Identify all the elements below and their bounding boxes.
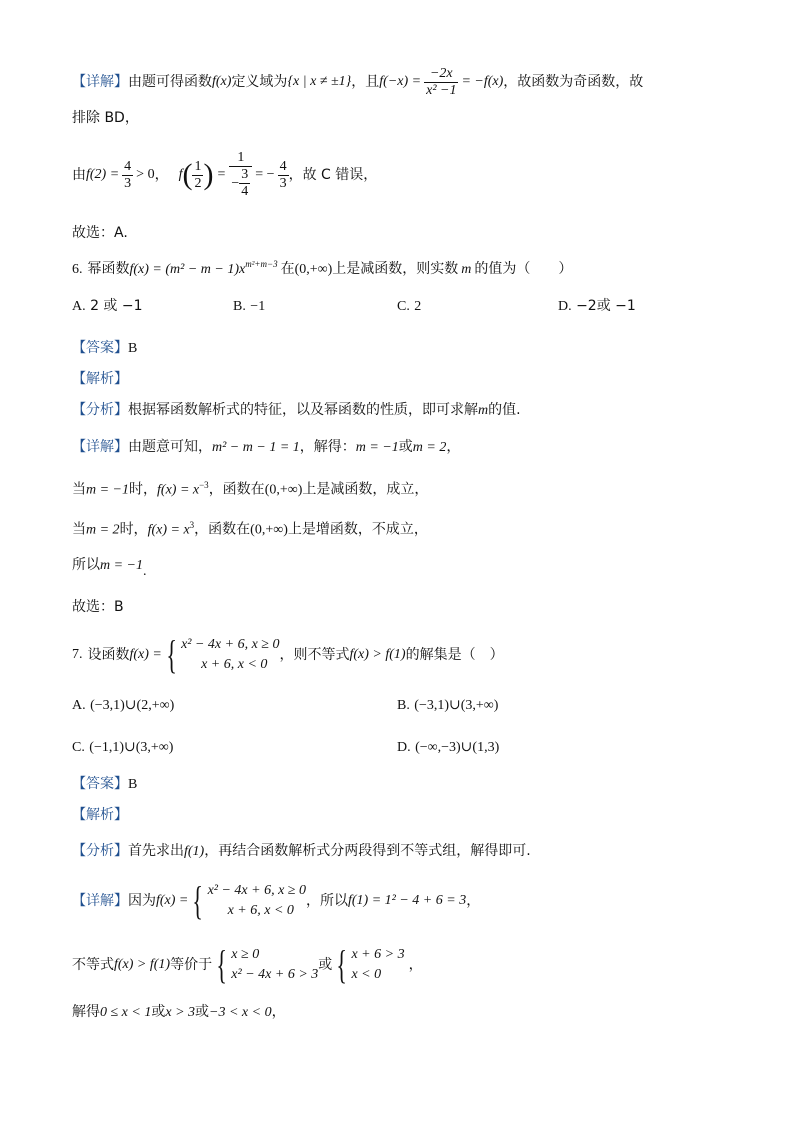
q5-res-num: 4	[279, 158, 287, 174]
condition: m = −1	[86, 482, 130, 498]
q5-f2-num: 4	[124, 158, 132, 174]
function: f(x) =	[129, 647, 162, 662]
option-label: C.	[72, 740, 85, 755]
text: 首先求出	[128, 843, 184, 859]
answer-tag: 【答案】	[72, 776, 128, 792]
q5-text-4: = −f(x)	[461, 74, 504, 89]
brace: {	[216, 942, 227, 987]
brace: {	[336, 942, 348, 987]
q5-fx: f(x)	[212, 74, 232, 89]
q6-expr: f(x) = (m² − m − 1)x	[129, 262, 246, 277]
q6-option-a	[72, 299, 143, 314]
option-label: C.	[397, 299, 410, 314]
q5-detail-line3	[72, 146, 377, 204]
text: ，则不等式	[279, 647, 350, 663]
option-text: 2	[414, 299, 422, 314]
q7-stem	[72, 632, 504, 678]
q5-l3-fhalf: f	[178, 167, 183, 182]
inequality: f(x) > f(1)	[114, 957, 171, 972]
q7-number: 7.	[72, 647, 83, 662]
q6-var: m	[461, 262, 472, 277]
q5-frac-den: x² −1	[426, 82, 457, 98]
q5-l3-end: ，故 C 错误，	[288, 167, 378, 183]
q5-fraction	[424, 67, 458, 98]
q7-detail-1	[72, 878, 480, 924]
q6-choice: 故选：B	[72, 599, 124, 615]
text: ，函数在	[208, 481, 265, 498]
solution-2: m = 2	[412, 440, 447, 455]
text: ，	[466, 893, 481, 909]
q6-detail-4	[72, 557, 147, 579]
q6-option-b	[233, 299, 265, 314]
q5-inner-num: 3	[241, 167, 249, 182]
q7-analysis-tag: 【解析】	[72, 807, 128, 823]
q6-interval: (0,+∞)	[294, 262, 333, 277]
option-label: B.	[233, 299, 246, 314]
option-label: A.	[72, 698, 86, 713]
q5-inner-den: 4	[241, 184, 249, 199]
q5-detail-line2: 排除 BD，	[72, 110, 139, 126]
q5-text-5: ，故函数为奇函数，故	[503, 74, 644, 90]
text: 上是减函数，成立，	[302, 481, 429, 498]
option-label: D.	[558, 299, 572, 314]
text: 上是增函数，不成立，	[287, 521, 428, 538]
option-text: (−3,1)∪(2,+∞)	[90, 698, 175, 713]
exponent: 3	[189, 520, 195, 530]
calculation: f(1) = 1² − 4 + 6 = 3	[348, 893, 467, 908]
option-text: (−∞,−3)∪(1,3)	[415, 740, 500, 755]
paren-left: (	[182, 158, 193, 191]
answer-value: B	[128, 341, 138, 356]
q6-detail-3	[72, 521, 428, 538]
q7-detail-2	[72, 942, 423, 988]
fenxi-var: m	[478, 403, 489, 418]
option-text: (−1,1)∪(3,+∞)	[89, 740, 174, 755]
text: 当	[72, 521, 86, 538]
q6-text-a: 幂函数	[87, 261, 130, 277]
q5-l3-gt: > 0	[136, 167, 155, 182]
text: 时，	[129, 481, 158, 498]
brace: {	[166, 632, 177, 677]
text: ，所以	[306, 893, 348, 909]
text: 或	[398, 439, 413, 455]
f1: f(1)	[184, 844, 205, 859]
cond-1: x + 6 > 3	[351, 947, 405, 962]
q5-l3-eq: =	[217, 167, 226, 182]
q5-l3-a: 由	[72, 167, 86, 183]
piece-1: x² − 4x + 6, x ≥ 0	[181, 637, 280, 652]
q7-answer	[72, 777, 137, 792]
interval: (0,+∞)	[264, 482, 303, 498]
range-3: −3 < x < 0	[209, 1005, 272, 1020]
option-text: 2 或 −1	[90, 298, 143, 314]
text: 等价于	[170, 957, 213, 973]
text: 或	[195, 1004, 210, 1020]
function: f(x) = x	[147, 522, 190, 538]
text: 的解集是（ ）	[405, 647, 504, 663]
fenxi-tag: 【分析】	[72, 402, 128, 418]
text: 因为	[128, 893, 156, 909]
detail-tag: 【详解】	[72, 439, 128, 455]
q5-fnegx: f(−x) =	[379, 74, 422, 89]
condition: m = 2	[86, 522, 120, 538]
piecewise	[181, 635, 279, 675]
q6-number: 6.	[72, 262, 83, 277]
q5-big-den	[229, 167, 252, 199]
text: 所以	[72, 557, 100, 573]
q5-l3-f2: f(2) =	[86, 167, 120, 182]
q6-text-c: 上是减函数，则实数	[332, 261, 459, 277]
q7-option-a	[72, 698, 174, 713]
function: f(x) =	[156, 893, 189, 908]
text: ，函数在	[194, 521, 251, 538]
q5-l3-comma: ，	[154, 167, 169, 183]
q5-text-3: ，且	[351, 74, 380, 90]
q5-frac-num: −2x	[424, 67, 458, 83]
q6-text-d: 的值为（ ）	[474, 261, 573, 277]
text: 不等式	[72, 957, 114, 973]
text: 时，	[119, 521, 148, 538]
piece-2: x + 6, x < 0	[201, 657, 268, 672]
q5-res-den: 3	[279, 175, 287, 191]
q5-half-num: 1	[194, 158, 202, 174]
brace: {	[192, 878, 204, 923]
q7-fenxi	[72, 844, 531, 859]
q5-big-den-sign: −	[231, 175, 240, 191]
q5-domain: {x | x ≠ ±1}	[287, 74, 352, 89]
q5-half-den: 2	[194, 175, 202, 191]
system-2	[351, 945, 404, 985]
q6-analysis-tag: 【解析】	[72, 371, 128, 387]
q5-half-fraction	[192, 160, 203, 191]
text: ，	[271, 1004, 286, 1020]
cond-2: x² − 4x + 6 > 3	[231, 967, 319, 982]
q6-exponent: m²+m−3	[245, 259, 278, 269]
equation: m² − m − 1 = 1	[212, 440, 300, 455]
text: 由题意可知，	[128, 439, 212, 455]
piece-1: x² − 4x + 6, x ≥ 0	[207, 883, 306, 898]
paren-right: )	[203, 158, 214, 191]
option-label: B.	[397, 698, 410, 713]
interval: (0,+∞)	[250, 522, 288, 538]
option-label: D.	[397, 740, 411, 755]
fenxi-tag: 【分析】	[72, 843, 128, 859]
solution-1: m = −1	[355, 440, 399, 455]
range-2: x > 3	[165, 1005, 196, 1020]
q5-big-num: 1	[229, 151, 252, 167]
q6-fenxi	[72, 403, 521, 418]
q7-option-c	[72, 740, 173, 755]
q6-detail-1	[72, 440, 460, 455]
inequality: f(x) > f(1)	[349, 647, 406, 662]
detail-tag: 【详解】	[72, 893, 128, 909]
conclusion: m = −1	[100, 558, 144, 573]
range-1: 0 ≤ x < 1	[100, 1005, 152, 1020]
q5-f2-fraction	[122, 160, 133, 191]
text: 当	[72, 481, 86, 498]
q5-inner-fraction	[239, 168, 250, 199]
option-label: A.	[72, 299, 86, 314]
text: 设函数	[87, 647, 130, 663]
q6-stem	[72, 259, 573, 277]
text: ，再结合函数解析式分两段得到不等式组，解得即可.	[204, 843, 531, 859]
option-text: −1	[250, 299, 266, 314]
q5-res-fraction	[278, 160, 289, 191]
q7-option-b	[397, 698, 498, 713]
q7-option-d	[397, 740, 499, 755]
option-text: −2或 −1	[576, 298, 636, 314]
q6-option-c	[397, 299, 421, 314]
piece-2: x + 6, x < 0	[227, 903, 294, 918]
q5-choice: 故选：A.	[72, 225, 128, 241]
q5-f2-den: 3	[124, 175, 132, 191]
period: .	[143, 564, 147, 579]
q5-big-fraction	[229, 151, 252, 199]
detail-tag: 【详解】	[72, 74, 128, 90]
q5-l3-eq2: = −	[255, 167, 275, 182]
system-1	[231, 945, 318, 985]
q5-text-1: 由题可得函数	[128, 74, 212, 90]
answer-tag: 【答案】	[72, 340, 128, 356]
q6-answer	[72, 341, 137, 356]
answer-value: B	[128, 777, 138, 792]
text: 解得	[72, 1004, 100, 1020]
text: 或	[318, 957, 333, 973]
exponent: −3	[199, 480, 209, 490]
piecewise	[208, 881, 306, 921]
q7-detail-3	[72, 1005, 286, 1020]
text: ，	[446, 439, 461, 455]
cond-1: x ≥ 0	[231, 947, 260, 962]
fenxi-text: 根据幂函数解析式的特征，以及幂函数的性质，即可求解	[128, 402, 478, 418]
q6-text-b: 在	[280, 261, 295, 277]
text: 或	[151, 1004, 166, 1020]
fenxi-end: 的值.	[488, 402, 521, 418]
q5-text-2: 定义域为	[231, 74, 288, 90]
q5-detail-line1	[72, 64, 643, 100]
text: ，	[408, 957, 423, 973]
option-text: (−3,1)∪(3,+∞)	[414, 698, 499, 713]
cond-2: x < 0	[351, 967, 382, 982]
function: f(x) = x	[157, 482, 200, 498]
q6-option-d	[558, 299, 636, 314]
q6-detail-2	[72, 481, 428, 498]
text: ，解得：	[299, 439, 356, 455]
